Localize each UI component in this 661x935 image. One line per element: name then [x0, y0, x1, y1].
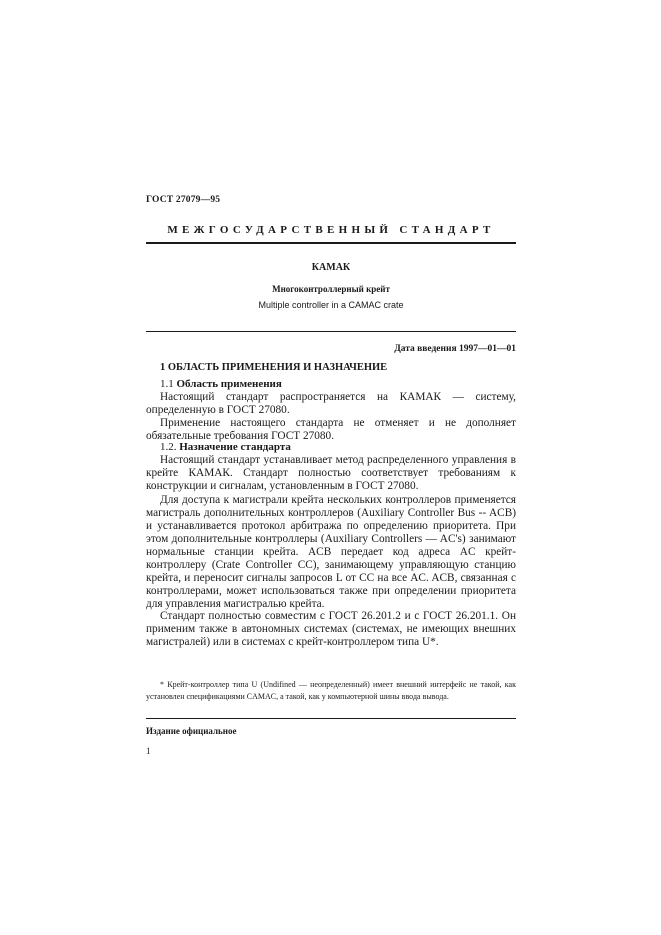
subsection-1-2-title: Назначение стандарта	[179, 441, 291, 453]
paragraph-scope: Настоящий стандарт распространяется на КАМАК — систему, определенную в ГОСТ 27080.	[146, 391, 516, 416]
title-rule	[146, 331, 516, 332]
header-rule	[146, 242, 516, 244]
footer-rule	[146, 718, 516, 719]
standard-type-heading: МЕЖГОСУДАРСТВЕННЫЙ СТАНДАРТ	[167, 224, 495, 236]
page-number: 1	[146, 746, 151, 756]
subsection-1-1-heading	[160, 378, 282, 390]
standard-title-en: Multiple controller in a CAMAC crate	[258, 300, 404, 310]
subsection-1-1-title: Область применения	[176, 378, 282, 390]
edition-label: Издание официальное	[146, 726, 237, 736]
paragraph-compatibility: Стандарт полностью совместим с ГОСТ 26.201.2 и с ГОСТ 26.201.1. Он применим также в автономных системах (системах, не имеющих внешних магистралей) или в системах с крейт-контроллером типа U*.	[146, 610, 516, 648]
paragraph-acb: Для доступа к магистрали крейта нескольких контроллеров применяется магистраль дополнительных контроллеров (Auxiliary Controller Bus -- ACB) и устанавливается протокол арбитража по определению приоритета. При этом дополнительные контроллеры (Auxiliary Controllers — AC's) занимают нормальные станции крейта. ACB передает код адреса AC крейт-контроллеру (Crate Controller CC), занимающему управляющую станцию крейта, и переносит сигналы запросов L от CC на все AC. ACB, связанная с контроллерами, может использоваться также при определении приоритета для управления магистралью крейта.	[146, 494, 516, 610]
standard-title: КАМАК	[311, 262, 351, 273]
subsection-1-2-number: 1.2.	[160, 441, 177, 453]
document-number: ГОСТ 27079—95	[146, 195, 221, 205]
introduction-date: Дата введения 1997—01—01	[394, 344, 516, 354]
section-heading: 1 ОБЛАСТЬ ПРИМЕНЕНИЯ И НАЗНАЧЕНИЕ	[160, 362, 388, 373]
standard-title-ru: Многоконтроллерный крейт	[272, 284, 390, 294]
footnote: * Крейт-контроллер типа U (Undifined — неопределенный) имеет внешний интерфейс не такой, как установлен спецификациями CAMAC, а такой, как у компьютерной шины ввода вывода.	[146, 680, 516, 701]
paragraph-purpose: Настоящий стандарт устанавливает метод распределенного управления в крейте КАМАК. Стандарт полностью соответствует требованиям к конструкции и сигналам, установленным в ГОСТ 27080.	[146, 454, 516, 492]
paragraph-application: Применение настоящего стандарта не отменяет и не дополняет обязательные требования ГОСТ 27080.	[146, 417, 516, 442]
subsection-1-1-number: 1.1	[160, 378, 174, 390]
subsection-1-2-heading	[160, 441, 291, 453]
